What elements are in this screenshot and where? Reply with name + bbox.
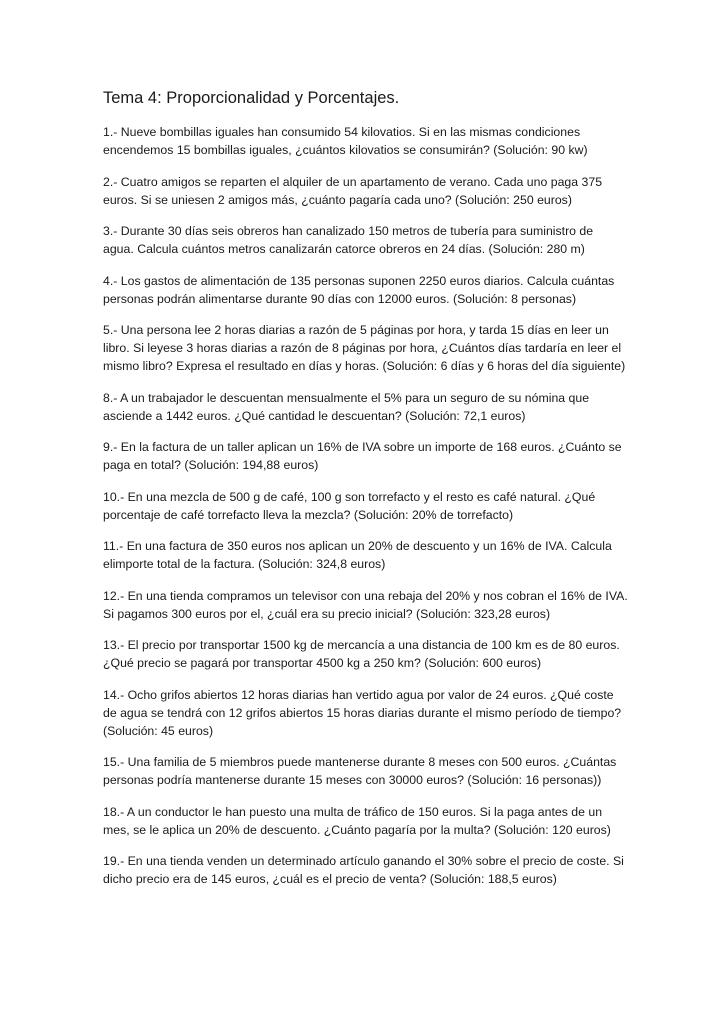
problem-text-line: 10.- En una mezcla de 500 g de café, 100 g son torrefacto y el resto es café natural. ¿Qué [103, 489, 596, 504]
document-content [103, 87, 628, 902]
problem-text-line: libro. Si leyese 3 horas diarias a razón de 8 páginas por hora, ¿Cuántos días tardaría en leer el [103, 341, 622, 355]
problem-text-line: euros. Si se uniesen 2 amigos más, ¿cuánto pagaría cada uno? (Solución: 250 euros) [103, 192, 572, 207]
problem-text-line: 12.- En una tienda compramos un televisor con una rebaja del 20% y nos cobran el 16% de IVA. [103, 588, 628, 603]
problem-item [103, 686, 628, 740]
problem-text-line: 3.- Durante 30 días seis obreros han canalizado 150 metros de tubería para suministro de [103, 224, 594, 238]
problem-text-line: personas podría mantenerse durante 15 meses con 30000 euros? (Solución: 16 personas)) [103, 773, 602, 787]
problem-item [103, 587, 628, 623]
problem-text-line: mismo libro? Expresa el resultado en días y horas. (Solución: 6 días y 6 horas del día siguiente) [103, 359, 626, 373]
problem-item [103, 537, 628, 573]
problem-item [103, 852, 628, 888]
problem-item [103, 488, 628, 524]
problem-item [103, 173, 628, 209]
problem-item [103, 803, 628, 839]
problem-text-line: 5.- Una persona lee 2 horas diarias a razón de 5 páginas por hora, y tarda 15 días en leer un [103, 323, 609, 337]
document-title: Tema 4: Proporcionalidad y Porcentajes. [103, 89, 400, 107]
problem-text-line: Si pagamos 300 euros por el, ¿cuál era su precio inicial? (Solución: 323,28 euros) [103, 606, 551, 621]
problem-text-line: ¿Qué precio se pagará por transportar 4500 kg a 250 km? (Solución: 600 euros) [103, 656, 542, 670]
problem-text-line: 8.- A un trabajador le descuentan mensualmente el 5% para un seguro de su nómina que [103, 390, 590, 405]
problem-text-line: elimporte total de la factura. (Solución: 324,8 euros) [103, 557, 386, 571]
problem-text-line: porcentaje de café torrefacto lleva la mezcla? (Solución: 20% de torrefacto) [103, 507, 514, 522]
problem-text-line: 4.- Los gastos de alimentación de 135 personas suponen 2250 euros diarios. Calcula cuántas [103, 273, 615, 288]
problem-list [103, 123, 628, 888]
problem-text-line: 2.- Cuatro amigos se reparten el alquiler de un apartamento de verano. Cada uno paga 375 [103, 174, 603, 189]
problem-item [103, 389, 628, 425]
problem-text-line: 11.- En una factura de 350 euros nos aplican un 20% de descuento y un 16% de IVA. Calcula [103, 539, 612, 553]
problem-text-line: personas podrán alimentarse durante 90 días con 12000 euros. (Solución: 8 personas) [103, 291, 577, 306]
problem-item [103, 222, 628, 258]
problem-text-line: mes, se le aplica un 20% de descuento. ¿Cuánto pagaría por la multa? (Solución: 120 euros) [103, 822, 611, 837]
problem-item [103, 753, 628, 789]
problem-text-line: (Solución: 45 euros) [103, 723, 214, 738]
problem-item [103, 321, 628, 375]
problem-text-line: 9.- En la factura de un taller aplican un 16% de IVA sobre un importe de 168 euros. ¿Cuánto se [103, 440, 622, 454]
problem-text-line: paga en total? (Solución: 194,88 euros) [103, 458, 319, 472]
problem-text-line: 1.- Nueve bombillas iguales han consumido 54 kilovatios. Si en las mismas condiciones [103, 125, 581, 139]
problem-text-line: agua. Calcula cuántos metros canalizarán catorce obreros en 24 días. (Solución: 280 m) [103, 242, 585, 256]
problem-text-line: encendemos 15 bombillas iguales, ¿cuántos kilovatios se consumirán? (Solución: 90 kw) [103, 143, 588, 157]
problem-text-line: 15.- Una familia de 5 miembros puede mantenerse durante 8 meses con 500 euros. ¿Cuántas [103, 755, 617, 769]
problem-item [103, 123, 628, 159]
problem-item [103, 636, 628, 672]
problem-item [103, 438, 628, 474]
problem-text-line: 13.- El precio por transportar 1500 kg de mercancía a una distancia de 100 km es de 80 euros. [103, 638, 620, 652]
problem-text-line: asciende a 1442 euros. ¿Qué cantidad le descuentan? (Solución: 72,1 euros) [103, 408, 526, 423]
problem-text-line: 14.- Ocho grifos abiertos 12 horas diarias han vertido agua por valor de 24 euros. ¿Qué coste [103, 687, 614, 702]
problem-text-line: 18.- A un conductor le han puesto una multa de tráfico de 150 euros. Si la paga antes de un [103, 804, 603, 819]
problem-text-line: dicho precio era de 145 euros, ¿cuál es el precio de venta? (Solución: 188,5 euros) [103, 872, 557, 886]
problem-item [103, 272, 628, 308]
problem-text-line: 19.- En una tienda venden un determinado artículo ganando el 30% sobre el precio de coste. Si [103, 854, 624, 868]
problem-text-line: de agua se tendrá con 12 grifos abiertos 15 horas diarias durante el mismo período de tiempo? [103, 705, 622, 720]
